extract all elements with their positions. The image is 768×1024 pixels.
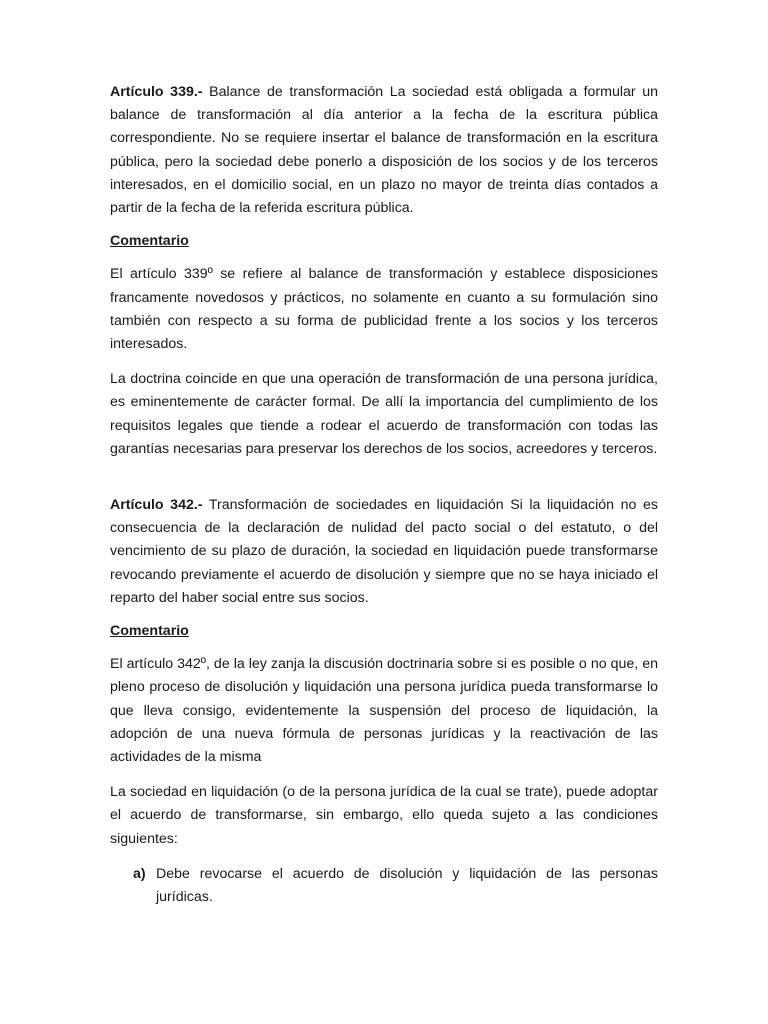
article-339-label: Artículo 339.- [110, 84, 203, 100]
comment-1-paragraph-2: La doctrina coincide en que una operación de transformación de una persona jurídica, es eminentemente de carácter formal. De allí la importancia del cumplimiento de los requisitos legales que tiende a rodear el acuerdo de transformación con todas las garantías necesarias para preservar los derechos de los socios, acreedores y terceros. [110, 371, 658, 457]
article-342-label: Artículo 342.- [110, 497, 203, 514]
article-342-paragraph [110, 494, 658, 610]
article-339-paragraph [110, 81, 658, 220]
comment-2-paragraph-1: El artículo 342º, de la ley zanja la discusión doctrinaria sobre si es posible o no que, en pleno proceso de disolución y liquidación una persona jurídica pueda transformarse lo que lleva consigo, evidentemente la suspensión del proceso de liquidación, la adopción de una nueva fórmula de personas jurídicas y la reactivación de las actividades de la misma [110, 656, 658, 766]
list-marker: a) [133, 865, 146, 882]
comment-1-paragraph-1: El artículo 339º se refiere al balance de transformación y establece disposiciones francamente novedosos y prácticos, no solamente en cuanto a su formulación sino también con respecto a su forma de publicidad frente a los socios y los terceros interesados. [110, 266, 658, 353]
list-item-text: Debe revocarse el acuerdo de disolución y liquidación de las personas jurídicas. [156, 865, 658, 906]
comment-1-heading: Comentario [110, 233, 189, 250]
list-item [133, 863, 658, 909]
comment-2-paragraph-2: La sociedad en liquidación (o de la persona jurídica de la cual se trate), puede adoptar el acuerdo de transformarse, sin embargo, ello queda sujeto a las condiciones siguientes: [110, 784, 658, 847]
document-page [110, 81, 658, 909]
article-342-text: Transformación de sociedades en liquidación Si la liquidación no es consecuencia de la declaración de nulidad del pacto social o del estatuto, o del vencimiento de su plazo de duración, la sociedad en liquidación puede transformarse revocando previamente el acuerdo de disolución y siempre que no se haya iniciado el reparto del haber social entre sus socios. [110, 497, 658, 606]
article-339-text: Balance de transformación La sociedad está obligada a formular un balance de transformación al día anterior a la fecha de la escritura pública correspondiente. No se requiere insertar el balance de transformación en la escritura pública, pero la sociedad debe ponerlo a disposición de los socios y de los terceros interesados, en el domicilio social, en un plazo no mayor de treinta días contados a partir de la fecha de la referida escritura pública. [110, 84, 658, 217]
comment-2-heading: Comentario [110, 623, 189, 640]
